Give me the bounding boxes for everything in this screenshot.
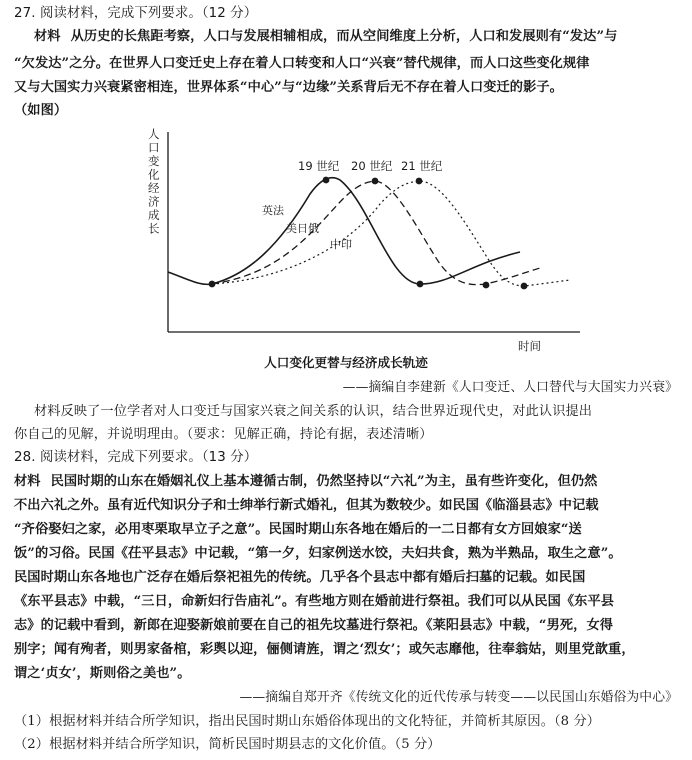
peak-label-20: 20 世纪 xyxy=(351,159,393,173)
q28-material-line-8: 别字；闻有殉者，则男家备棺，彩舆以迎，俪侧请旌，谓之‘烈女’；或矢志靡他，往奉翁姑，则里党歆重， xyxy=(14,642,635,657)
x-axis-label: 时间 xyxy=(518,339,541,353)
marker-yingfa-trough xyxy=(417,281,424,288)
y-axis-label-char: 成 xyxy=(148,208,160,222)
y-axis-label-char: 经 xyxy=(148,181,160,195)
y-axis-label-char: 人 xyxy=(148,127,160,141)
q28-material-text-1: 民国时期的山东在婚姻礼仪上基本遵循古制，仍然坚持以“六礼”为主，虽有些许变化，但仍然 xyxy=(50,474,598,489)
peak-label-19: 19 世纪 xyxy=(298,159,340,173)
q28-source: ——摘编自郑开齐《传统文化的近代传承与转变——以民国山东婚俗为中心》 xyxy=(239,690,678,705)
marker-start xyxy=(209,281,216,288)
q28-task-2: （2）根据材料并结合所学知识，简析民国时期县志的文化价值。（5 分） xyxy=(14,737,441,752)
q27-task-line-2: 你自己的见解，并说明理由。（要求：见解正确，持论有据，表述清晰） xyxy=(14,427,433,442)
series-label-zhongyin: 中印 xyxy=(330,238,352,251)
q27-material-line-1 xyxy=(34,27,678,47)
marker-meiriie-trough xyxy=(483,282,490,289)
q28-header: 28. 阅读材料，完成下列要求。（13 分） xyxy=(14,450,258,465)
q28-material-line-4: 饭”的习俗。民国《茌平县志》中记载，“第一夕，妇家例送水饺，夫妇共食，熟为半熟品，取生之意”。 xyxy=(14,546,622,561)
q28-material-line-3: “齐俗娶妇之家，必用枣栗取早立子之意”。民国时期山东各地在婚后的一二日都有女方回娘家“送 xyxy=(14,522,582,537)
y-axis-label xyxy=(148,127,160,236)
q28-material-label: 材料 xyxy=(14,474,41,489)
q28-task-1: （1）根据材料并结合所学知识，指出民国时期山东婚俗体现出的文化特征，并简析其原因。（8 分） xyxy=(14,714,601,729)
q28-material-line-2: 不出六礼之外。虽有近代知识分子和士绅举行新式婚礼，但其为数较少。如民国《临淄县志》中记载 xyxy=(14,498,599,513)
q27-header: 27. 阅读材料，完成下列要求。（12 分） xyxy=(14,6,258,21)
series-label-yingfa: 英法 xyxy=(262,204,284,217)
q27-material-text-1: 从历史的长焦距考察，人口与发展相辅相成，而从空间维度上分析，人口和发展则有“发达”与 xyxy=(70,29,618,44)
marker-meiriie-peak xyxy=(372,178,379,185)
q28-material-line-9: 谓之‘贞女’，斯则俗之美也”。 xyxy=(14,666,191,681)
q28-material-line-7: 志》的记载中看到，新郎在迎娶新娘前要在自己的祖先坟墓进行祭祀。《莱阳县志》中载，“男死，女得 xyxy=(14,618,614,633)
marker-zhongyin-trough xyxy=(521,283,528,290)
y-axis-label-char: 变 xyxy=(148,154,160,168)
series-line-zhongyin xyxy=(212,181,570,286)
q28-material-line-6: 《东平县志》中载，“三日，命新妇行告庙礼”。有些地方则在婚前进行祭祖。我们可以从民国《东平县 xyxy=(14,594,615,609)
q27-material-label: 材料 xyxy=(34,29,61,44)
q27-material-line-4: （如图） xyxy=(14,103,68,118)
series-label-meiriie: 美日俄 xyxy=(286,222,319,235)
q27-task-line-1: 材料反映了一位学者对人口变迁与国家兴衰之间关系的认识，结合世界近现代史，对此认识提出 xyxy=(34,404,593,419)
y-axis-label-char: 济 xyxy=(148,194,160,209)
q27-source: ——摘编自李建新《人口变迁、人口替代与大国实力兴衰》 xyxy=(342,380,678,395)
q27-material-line-3: 又与大国实力兴衰紧密相连，世界体系“中心”与“边缘”关系背后无不存在着人口变迁的影子。 xyxy=(14,80,563,95)
q28-material-line-1 xyxy=(14,472,678,492)
y-axis-label-char: 口 xyxy=(148,140,160,155)
marker-zhongyin-peak xyxy=(416,178,423,185)
series-line-yingfa xyxy=(168,178,520,285)
marker-yingfa-peak xyxy=(323,177,330,184)
q27-material-line-2: “欠发达”之分。在世界人口变迁史上存在着人口转变和人口“兴衰”替代规律，而人口这些变化规律 xyxy=(14,56,590,71)
peak-label-21: 21 世纪 xyxy=(401,159,443,173)
population-economy-chart xyxy=(140,124,610,356)
q28-material-line-5: 民国时期山东各地也广泛存在婚后祭祀祖先的传统。几乎各个县志中都有婚后扫墓的记载。如民国 xyxy=(14,570,586,585)
chart-caption: 人口变化更替与经济成长轨迹 xyxy=(264,355,428,370)
y-axis-label-char: 长 xyxy=(148,221,160,236)
y-axis-label-char: 化 xyxy=(148,167,160,182)
